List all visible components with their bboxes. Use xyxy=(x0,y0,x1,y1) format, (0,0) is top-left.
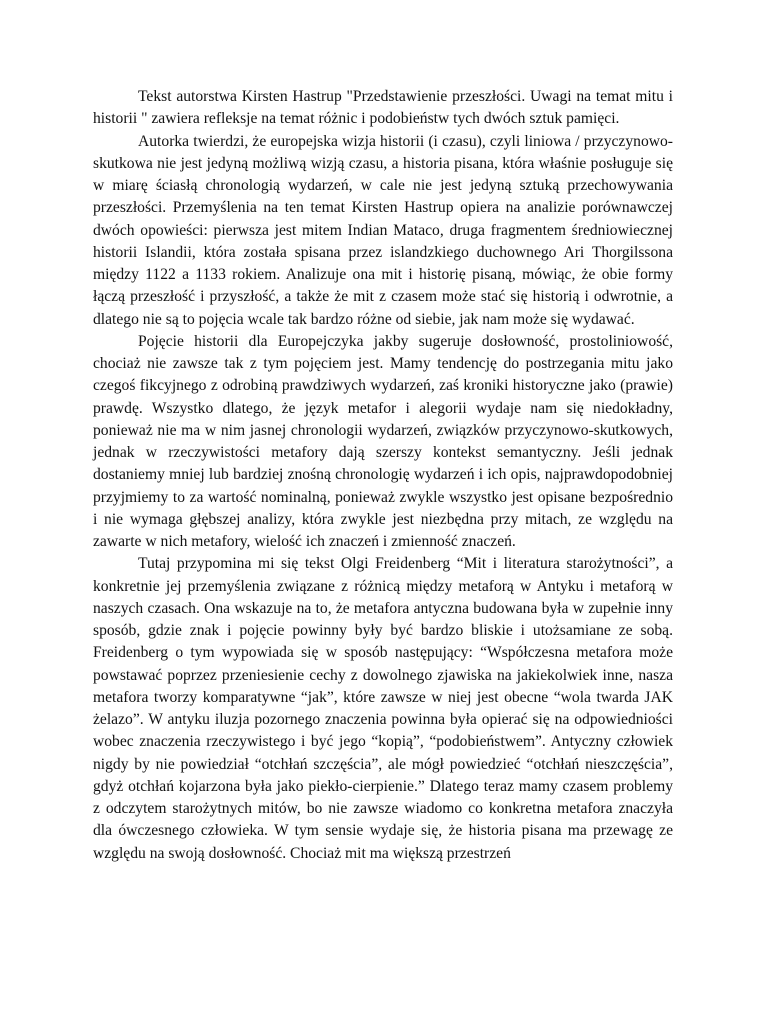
document-body xyxy=(93,86,673,865)
paragraph-history-concept: Pojęcie historii dla Europejczyka jakby sugeruje dosłowność, prostoliniowość, chociaż nie zawsze tak z tym pojęciem jest. Mamy tendencję do postrzegania mitu jako czegoś fikcyjnego z odrobiną prawdziwych wydarzeń, zaś kroniki historyczne jako (prawie) prawdę. Wszystko dlatego, że język metafor i alegorii wydaje nam się niedokładny, ponieważ nie ma w nim jasnej chronologii wydarzeń, związków przyczynowo-skutkowych, jednak w rzeczywistości metafory dają szerszy kontekst semantyczny. Jeśli jednak dostaniemy mniej lub bardziej znośną chronologię wydarzeń i ich opis, najprawdopodobniej przyjmiemy to za wartość nominalną, ponieważ zwykle wszystko jest opisane bezpośrednio i nie wymaga głębszej analizy, która zwykle jest niezbędna przy mitach, ze względu na zawarte w nich metafory, wielość ich znaczeń i zmienność znaczeń. xyxy=(93,332,673,550)
paragraph-author-claims: Autorka twierdzi, że europejska wizja historii (i czasu), czyli liniowa / przyczynowo-skutkowa nie jest jedyną możliwą wizją czasu, a historia pisana, która właśnie posługuje się w miarę ściasłą chronologią wydarzeń, w cale nie jest jedyną sztuką przechowywania przeszłości. Przemyślenia na ten temat Kirsten Hastrup opiera na analizie porównawczej dwóch opowieści: pierwsza jest mitem Indian Mataco, druga fragmentem średniowiecznej historii Islandii, która została spisana przez islandzkiego duchownego Ari Thorgilssona między 1122 a 1133 rokiem. Analizuje ona mit i historię pisaną, mówiąc, że obie formy łączą przeszłość i przyszłość, a także że mit z czasem może stać się historią i odwrotnie, a dlatego nie są to pojęcia wcale tak bardzo różne od siebie, jak nam może się wydawać. xyxy=(93,132,673,328)
paragraph-freidenberg: Tutaj przypomina mi się tekst Olgi Freidenberg “Mit i literatura starożytności”, a konkretnie jej przemyślenia związane z różnicą między metaforą w Antyku i metaforą w naszych czasach. Ona wskazuje na to, że metafora antyczna budowana była w zupełnie inny sposób, gdzie znak i pojęcie powinny były być bardzo bliskie i utożsamiane ze sobą. Freidenberg o tym wypowiada się w sposób następujący: “Współczesna metafora może powstawać poprzez przeniesienie cechy z dowolnego zjawiska na jakiekolwiek inne, nasza metafora tworzy komparatywne “jak”, które zawsze w niej jest obecne “wola twarda JAK żelazo”. W antyku iluzja pozornego znaczenia powinna była opierać się na odpowiedniości wobec znaczenia rzeczywistego i być jego “kopią”, “podobieństwem”. Antyczny człowiek nigdy by nie powiedział “otchłań szczęścia”, ale mógł powiedzieć “otchłań nieszczęścia”, gdyż otchłań kojarzona była jako piekło-cierpienie.” Dlatego teraz mamy czasem problemy z odczytem starożytnych mitów, bo nie zawsze wiadomo co konkretna metafora znaczyła dla ówczesnego człowieka. W tym sensie wydaje się, że historia pisana ma przewagę ze względu na swoją dosłowność. Chociaż mit ma większą przestrzeń xyxy=(93,555,673,862)
paragraph-intro: Tekst autorstwa Kirsten Hastrup "Przedstawienie przeszłości. Uwagi na temat mitu i historii " zawiera refleksje na temat różnic i podobieństw tych dwóch sztuk pamięci. xyxy=(93,88,673,128)
